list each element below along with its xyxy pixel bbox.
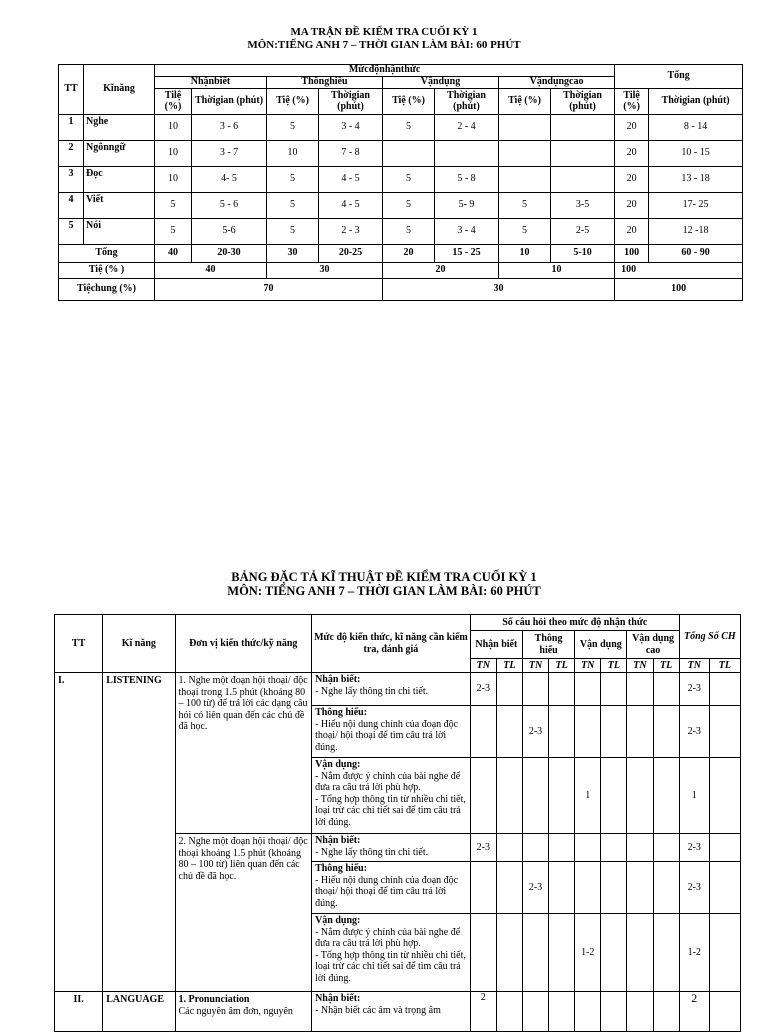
matrix-head-time: Thờigian (phút) bbox=[435, 89, 499, 115]
matrix-cell: 4 - 5 bbox=[319, 167, 383, 193]
spec-cell bbox=[601, 758, 627, 834]
matrix-head-level: Vậndụngcao bbox=[499, 77, 615, 89]
spec-cell: 1 bbox=[575, 758, 601, 834]
spec-cell bbox=[549, 673, 575, 706]
spec-cell bbox=[709, 673, 740, 706]
spec-unit bbox=[175, 992, 312, 1032]
spec-cell bbox=[496, 914, 522, 992]
spec-cell bbox=[709, 834, 740, 862]
matrix-cell: 5-6 bbox=[192, 219, 267, 245]
spec-cell bbox=[575, 834, 601, 862]
matrix-cell: 5 bbox=[383, 115, 435, 141]
matrix-cell: 7 - 8 bbox=[319, 141, 383, 167]
matrix-cell bbox=[383, 141, 435, 167]
matrix-head-level: Nhậnbiết bbox=[155, 77, 267, 89]
matrix-cell: 10 bbox=[155, 141, 192, 167]
spec-skill: LANGUAGE bbox=[103, 992, 175, 1032]
matrix-cell: 20 bbox=[615, 219, 649, 245]
spec-cell bbox=[549, 834, 575, 862]
spec-cell bbox=[601, 706, 627, 758]
matrix-row-skill: Viết bbox=[84, 193, 155, 219]
spec-cell bbox=[709, 758, 740, 834]
spec-cell bbox=[653, 706, 679, 758]
spec-cell: 2-3 bbox=[679, 862, 709, 914]
spec-cell bbox=[653, 914, 679, 992]
spec-cell bbox=[575, 706, 601, 758]
spec-head-total: Tổng Số CH bbox=[679, 615, 740, 659]
level-title: Nhận biết: bbox=[315, 993, 361, 1004]
matrix-cell: 10 bbox=[499, 245, 551, 263]
matrix-head-pct: Tilệ (%) bbox=[615, 89, 649, 115]
spec-title-line2: MÔN: TIẾNG ANH 7 – THỜI GIAN LÀM BÀI: 60 PHÚT bbox=[227, 584, 541, 599]
matrix-cell: 30 bbox=[383, 279, 615, 301]
spec-title-line1: BẢNG ĐẶC TẢ KĨ THUẬT ĐỀ KIỂM TRA CUỐI KỲ 1 bbox=[231, 570, 537, 584]
spec-head-tn: TN bbox=[679, 659, 709, 673]
level-title: Vận dụng: bbox=[315, 759, 361, 770]
spec-head-level-vdc: Vận dụng cao bbox=[627, 631, 679, 659]
spec-cell bbox=[470, 758, 496, 834]
spec-unit: 2. Nghe một đoạn hội thoại/ độc thoại khoảng 1.5 phút (khoảng 80 – 100 từ) liên quan đến các chủ đề đã học. bbox=[175, 834, 312, 992]
spec-head-level: Mức độ kiến thức, kĩ năng cần kiểm tra, đánh giá bbox=[312, 615, 471, 673]
matrix-cell: 30 bbox=[267, 245, 319, 263]
spec-cell bbox=[653, 992, 679, 1032]
unit-title: 1. Pronunciation bbox=[178, 994, 250, 1005]
matrix-table bbox=[58, 64, 743, 301]
matrix-title-line1: MA TRẬN ĐỀ KIỂM TRA CUỐI KỲ 1 bbox=[290, 26, 478, 38]
matrix-cell: 13 - 18 bbox=[649, 167, 743, 193]
matrix-cell: 5 bbox=[267, 115, 319, 141]
spec-cell: 1 bbox=[679, 758, 709, 834]
spec-cell bbox=[627, 758, 653, 834]
matrix-head-pct: Tilệ (%) bbox=[155, 89, 192, 115]
spec-tt: II. bbox=[55, 992, 103, 1032]
matrix-row-tt: 3 bbox=[59, 167, 84, 193]
spec-cell bbox=[575, 673, 601, 706]
matrix-total-label: Tổng bbox=[59, 245, 155, 263]
matrix-row-skill: Ngônngữ bbox=[84, 141, 155, 167]
matrix-cell: 5 - 6 bbox=[192, 193, 267, 219]
spec-title bbox=[0, 570, 768, 599]
matrix-cell: 5 bbox=[267, 167, 319, 193]
matrix-cell: 10 bbox=[155, 115, 192, 141]
matrix-cell: 5 bbox=[267, 193, 319, 219]
spec-cell: 2-3 bbox=[679, 834, 709, 862]
matrix-cell: 3 - 4 bbox=[319, 115, 383, 141]
spec-cell bbox=[470, 914, 496, 992]
spec-cell bbox=[470, 706, 496, 758]
spec-cell bbox=[601, 862, 627, 914]
matrix-cell: 100 bbox=[615, 279, 743, 301]
spec-cell: 1-2 bbox=[679, 914, 709, 992]
matrix-cell: 2 - 4 bbox=[435, 115, 499, 141]
spec-head-tl: TL bbox=[601, 659, 627, 673]
matrix-head-skill: Kĩnăng bbox=[84, 65, 155, 115]
matrix-head-pct: Tiệ (%) bbox=[499, 89, 551, 115]
spec-cell bbox=[627, 706, 653, 758]
spec-head-tl: TL bbox=[653, 659, 679, 673]
spec-cell: 2-3 bbox=[679, 706, 709, 758]
spec-cell bbox=[496, 992, 522, 1032]
matrix-cell: 2 - 3 bbox=[319, 219, 383, 245]
matrix-cell: 100 bbox=[615, 263, 743, 279]
matrix-cell bbox=[499, 167, 551, 193]
spec-cell bbox=[470, 862, 496, 914]
matrix-cell bbox=[551, 141, 615, 167]
unit-text: Các nguyên âm đơn, nguyên bbox=[178, 1005, 293, 1017]
matrix-row-tt: 1 bbox=[59, 115, 84, 141]
matrix-cell: 4- 5 bbox=[192, 167, 267, 193]
matrix-head-time: Thờigian (phút) bbox=[192, 89, 267, 115]
spec-cell bbox=[627, 673, 653, 706]
matrix-head-time: Thờigian (phút) bbox=[649, 89, 743, 115]
matrix-total-row bbox=[59, 245, 743, 263]
matrix-cell: 5- 9 bbox=[435, 193, 499, 219]
matrix-row-tt: 5 bbox=[59, 219, 84, 245]
matrix-title bbox=[0, 26, 768, 51]
spec-level-cell bbox=[312, 862, 471, 914]
matrix-cell: 5 bbox=[383, 167, 435, 193]
matrix-cell: 40 bbox=[155, 263, 267, 279]
matrix-cell bbox=[499, 115, 551, 141]
matrix-head-total: Tổng bbox=[615, 65, 743, 89]
spec-cell bbox=[709, 706, 740, 758]
matrix-row-skill: Đọc bbox=[84, 167, 155, 193]
matrix-cell: 10 bbox=[499, 263, 615, 279]
matrix-row bbox=[59, 141, 743, 167]
level-title: Nhận biết: bbox=[315, 835, 361, 846]
matrix-cell: 5 bbox=[267, 219, 319, 245]
spec-head-tn: TN bbox=[522, 659, 548, 673]
spec-cell bbox=[522, 673, 548, 706]
matrix-cell: 5 bbox=[383, 193, 435, 219]
spec-head-tt: TT bbox=[55, 615, 103, 673]
spec-level-cell bbox=[312, 992, 471, 1032]
spec-head-tl: TL bbox=[496, 659, 522, 673]
spec-cell bbox=[522, 914, 548, 992]
matrix-cell: 5 - 8 bbox=[435, 167, 499, 193]
spec-head-tn: TN bbox=[575, 659, 601, 673]
spec-cell bbox=[549, 862, 575, 914]
matrix-head-level-group: Mứcđộnhậnthức bbox=[155, 65, 615, 77]
matrix-cell: 12 -18 bbox=[649, 219, 743, 245]
spec-cell bbox=[496, 706, 522, 758]
spec-head-level-th: Thông hiểu bbox=[522, 631, 574, 659]
spec-cell bbox=[549, 914, 575, 992]
spec-level-cell bbox=[312, 673, 471, 706]
spec-cell bbox=[549, 706, 575, 758]
spec-cell bbox=[627, 834, 653, 862]
matrix-cell: 3 - 6 bbox=[192, 115, 267, 141]
spec-cell bbox=[653, 862, 679, 914]
spec-cell bbox=[601, 673, 627, 706]
matrix-head-time: Thờigian (phút) bbox=[319, 89, 383, 115]
matrix-row bbox=[59, 115, 743, 141]
matrix-cell: 70 bbox=[155, 279, 383, 301]
matrix-row-tt: 4 bbox=[59, 193, 84, 219]
matrix-cell: 5 bbox=[155, 193, 192, 219]
matrix-cell: 20 bbox=[615, 167, 649, 193]
matrix-pct-label: Tiệ (% ) bbox=[59, 263, 155, 279]
matrix-cell bbox=[499, 141, 551, 167]
spec-cell bbox=[496, 758, 522, 834]
matrix-cell: 100 bbox=[615, 245, 649, 263]
level-line: - Hiểu nội dung chính của đoạn độc thoại/ hội thoại để tìm câu trả lời đúng. bbox=[315, 874, 459, 909]
matrix-row bbox=[59, 219, 743, 245]
spec-head-skill: Kĩ năng bbox=[103, 615, 175, 673]
spec-cell bbox=[496, 834, 522, 862]
matrix-cell: 20-25 bbox=[319, 245, 383, 263]
spec-row bbox=[55, 673, 741, 706]
matrix-head-time: Thờigian (phút) bbox=[551, 89, 615, 115]
spec-row bbox=[55, 992, 741, 1032]
matrix-cell: 20 bbox=[615, 115, 649, 141]
level-line: - Nghe lấy thông tin chi tiết. bbox=[315, 846, 429, 858]
spec-cell bbox=[549, 992, 575, 1032]
spec-cell bbox=[601, 914, 627, 992]
spec-cell bbox=[522, 834, 548, 862]
spec-cell: 2-3 bbox=[522, 862, 548, 914]
spec-head-unit: Đơn vị kiến thức/kỹ năng bbox=[175, 615, 312, 673]
matrix-cell: 5-10 bbox=[551, 245, 615, 263]
spec-head-tl: TL bbox=[549, 659, 575, 673]
matrix-row-skill: Nói bbox=[84, 219, 155, 245]
matrix-cell bbox=[551, 167, 615, 193]
spec-skill: LISTENING bbox=[103, 673, 175, 992]
spec-head-level-nb: Nhận biết bbox=[470, 631, 522, 659]
level-title: Nhận biết: bbox=[315, 674, 361, 685]
matrix-cell bbox=[551, 115, 615, 141]
spec-cell bbox=[549, 758, 575, 834]
matrix-cell: 5 bbox=[499, 219, 551, 245]
matrix-head-pct: Tiệ (%) bbox=[383, 89, 435, 115]
spec-cell bbox=[709, 992, 740, 1032]
matrix-cell bbox=[435, 141, 499, 167]
matrix-row-tt: 2 bbox=[59, 141, 84, 167]
matrix-cell: 20-30 bbox=[192, 245, 267, 263]
matrix-cell: 15 - 25 bbox=[435, 245, 499, 263]
spec-level-cell bbox=[312, 758, 471, 834]
matrix-cell: 10 bbox=[155, 167, 192, 193]
spec-cell bbox=[709, 914, 740, 992]
matrix-overall-row bbox=[59, 279, 743, 301]
matrix-row bbox=[59, 167, 743, 193]
matrix-cell: 3 - 7 bbox=[192, 141, 267, 167]
matrix-title-line2: MÔN:TIẾNG ANH 7 – THỜI GIAN LÀM BÀI: 60 PHÚT bbox=[247, 38, 521, 51]
spec-level-cell bbox=[312, 834, 471, 862]
matrix-cell: 10 bbox=[267, 141, 319, 167]
matrix-cell: 3 - 4 bbox=[435, 219, 499, 245]
spec-cell bbox=[522, 992, 548, 1032]
matrix-cell: 5 bbox=[499, 193, 551, 219]
matrix-head-pct: Tiệ (%) bbox=[267, 89, 319, 115]
spec-cell: 2-3 bbox=[679, 673, 709, 706]
spec-cell bbox=[575, 992, 601, 1032]
matrix-cell: 17- 25 bbox=[649, 193, 743, 219]
spec-cell bbox=[601, 992, 627, 1032]
spec-cell bbox=[575, 862, 601, 914]
spec-cell bbox=[627, 862, 653, 914]
matrix-head-level: Vậndụng bbox=[383, 77, 499, 89]
matrix-overall-label: Tiệchung (%) bbox=[59, 279, 155, 301]
level-title: Thông hiểu: bbox=[315, 707, 368, 718]
spec-unit: 1. Nghe một đoạn hội thoại/ độc thoại trong 1.5 phút (khoảng 80 – 100 từ) để trả lời các dạng câu hỏi có liên quan đến các chủ đề đã học. bbox=[175, 673, 312, 834]
spec-cell bbox=[653, 758, 679, 834]
level-line: - Tổng hợp thông tin từ nhiều chi tiết, loại trừ các chi tiết sai để tìm câu trả lời đúng. bbox=[315, 793, 466, 828]
spec-table bbox=[54, 614, 741, 1032]
matrix-cell: 2-5 bbox=[551, 219, 615, 245]
matrix-head-level: Thônghiểu bbox=[267, 77, 383, 89]
spec-cell bbox=[627, 914, 653, 992]
matrix-cell: 5 bbox=[383, 219, 435, 245]
spec-cell: 2-3 bbox=[470, 673, 496, 706]
matrix-pct-row bbox=[59, 263, 743, 279]
spec-head-tn: TN bbox=[627, 659, 653, 673]
spec-tt: I. bbox=[55, 673, 103, 992]
spec-cell: 2-3 bbox=[522, 706, 548, 758]
level-title: Thông hiểu: bbox=[315, 863, 368, 874]
matrix-cell: 4 - 5 bbox=[319, 193, 383, 219]
spec-cell: 2 bbox=[470, 992, 496, 1032]
matrix-cell: 30 bbox=[267, 263, 383, 279]
spec-head-group: Số câu hỏi theo mức độ nhận thức bbox=[470, 615, 679, 631]
level-line: - Nắm được ý chính của bài nghe để đưa ra câu trả lời phù hợp. bbox=[315, 770, 461, 793]
spec-level-cell bbox=[312, 914, 471, 992]
level-line: - Nhận biết các âm và trọng âm bbox=[315, 1004, 441, 1016]
spec-cell bbox=[496, 862, 522, 914]
spec-cell bbox=[522, 758, 548, 834]
matrix-cell: 3-5 bbox=[551, 193, 615, 219]
level-line: - Nghe lấy thông tin chi tiết. bbox=[315, 685, 429, 697]
level-line: - Tổng hợp thông tin từ nhiều chi tiết, loại trừ các chi tiết sai để tìm câu trả lời đúng. bbox=[315, 949, 466, 984]
spec-cell: 2-3 bbox=[470, 834, 496, 862]
matrix-cell: 20 bbox=[615, 141, 649, 167]
matrix-cell: 8 - 14 bbox=[649, 115, 743, 141]
matrix-cell: 5 bbox=[155, 219, 192, 245]
spec-head-tn: TN bbox=[470, 659, 496, 673]
spec-cell bbox=[709, 862, 740, 914]
spec-cell bbox=[496, 673, 522, 706]
level-line: - Nắm được ý chính của bài nghe để đưa ra câu trả lời phù hợp. bbox=[315, 926, 461, 949]
spec-head-tl: TL bbox=[709, 659, 740, 673]
matrix-head-tt: TT bbox=[59, 65, 84, 115]
spec-cell: 1-2 bbox=[575, 914, 601, 992]
matrix-cell: 40 bbox=[155, 245, 192, 263]
matrix-row-skill: Nghe bbox=[84, 115, 155, 141]
matrix-body bbox=[59, 115, 743, 245]
spec-level-cell bbox=[312, 706, 471, 758]
matrix-cell: 20 bbox=[383, 263, 499, 279]
spec-head-level-vd: Vận dụng bbox=[575, 631, 627, 659]
spec-cell bbox=[627, 992, 653, 1032]
matrix-row bbox=[59, 193, 743, 219]
matrix-cell: 20 bbox=[615, 193, 649, 219]
matrix-cell: 10 - 15 bbox=[649, 141, 743, 167]
matrix-cell: 60 - 90 bbox=[649, 245, 743, 263]
level-title: Vận dụng: bbox=[315, 915, 361, 926]
level-line: - Hiểu nội dung chính của đoạn độc thoại/ hội thoại để tìm câu trả lời đúng. bbox=[315, 718, 459, 753]
matrix-cell: 20 bbox=[383, 245, 435, 263]
spec-cell bbox=[653, 673, 679, 706]
spec-cell bbox=[601, 834, 627, 862]
spec-cell: 2 bbox=[679, 992, 709, 1032]
spec-cell bbox=[653, 834, 679, 862]
